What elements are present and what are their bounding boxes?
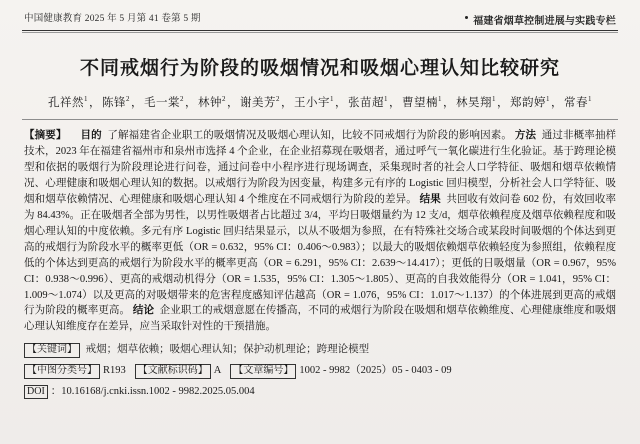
author-affiliation-marker: 1 [492, 95, 496, 104]
clc-segment [24, 364, 126, 379]
abstract-methods-text: 通过非概率抽样技术，2023 年在福建省福州市和泉州市选择 4 个企业，在企业招募现在吸烟者，通过呼气一氧化碳进行生化验证。基于跨理论模型和依据的吸烟行为阶段理论进行问卷，通过问卷中小程序进行现场调查，采集现时者的社会人口学特征、吸烟和烟草依赖情况、心理健康和吸烟心理认知的数据。以戒烟行为阶段为因变量，构建多元有序的 Logistic 回归模型，分析社会人口学特征、吸烟和烟草依赖情况、心理健康和吸烟心理认知 4 个维度在不同戒烟行为阶段的差异。 [24, 130, 617, 205]
abstract-conclusion-text: 企业职工的戒烟意愿在传播高，不同的戒烟行为阶段在吸烟和烟草依赖维度、心理健康维度和吸烟心理认知维度存在差异，应当采取针对性的干预措施。 [24, 305, 617, 333]
author-name: 林昊翔$^1$ [456, 95, 496, 109]
abstract-methods-label: 方法 [514, 130, 537, 141]
author-name: 张苗超$^1$ [348, 95, 388, 109]
author-separator: ， [185, 97, 197, 109]
author-separator: ， [443, 97, 455, 109]
author-affiliation-marker: 1 [588, 95, 592, 104]
keywords-label: 【关键词】 [24, 343, 80, 358]
author-affiliation-marker: 2 [276, 95, 280, 104]
article-id-value: 1002 - 9982（2025）05 - 0403 - 09 [299, 365, 452, 377]
running-head-left: 中国健康教育 2025 年 5 月第 41 卷第 5 期 [24, 14, 201, 24]
author-affiliation-marker: 1 [438, 95, 442, 104]
author-name: 孔祥然$^1$ [48, 95, 88, 109]
author-name: 曹望楠$^1$ [402, 95, 442, 109]
doi-label: DOI [24, 385, 48, 400]
author-separator: ， [281, 97, 293, 109]
abstract-results-text: 共回收有效问卷 602 份，有效回收率为 84.43%。正在吸烟者全部为男性，以男性吸烟者占比超过 3/4，平均日吸烟量约为 12 支/d，烟草依赖程度及烟草依赖程度和吸烟心理认知的中度依赖。多元有序 Logistic 回归结果显示，以从不吸烟为参照，在有特殊社交场合或某段时间吸烟的个体达到更高的戒烟行为阶段水平的概率更低（OR = 0.632，95% CI：0.406～0.983）；以最大的吸烟依赖烟草依赖轻度为参照组，依赖程度低的个体达到更高的戒烟行为阶段水平的概率更高（OR = 6.291，95% CI：2.639～14.417）；更低的日吸烟量（OR = 0.967，95% CI：0.938～0.996）、更高的戒烟动机得分（OR = 1.535，95% CI：1.305～1.805）、更高的自我效能得分（OR = 1.041，95% CI：1.009～1.074）以及更高的对吸烟带来的危害程度感知评估越高（OR = 1.076，95% CI：1.017～1.137）的个体进展到更高的戒烟行为阶段的概率更高。 [24, 193, 617, 317]
author-name: 陈锋$^2$ [102, 95, 130, 109]
author-separator: ， [89, 97, 101, 109]
doi-value: ：10.16168/j.cnki.issn.1002 - 9982.2025.05.004 [50, 385, 255, 397]
author-affiliation-marker: 2 [126, 95, 130, 104]
author-rule [22, 119, 618, 120]
meta-row [22, 362, 618, 379]
column-title: 福建省烟草控制进展与实践专栏 [473, 16, 616, 27]
author-name: 林钟$^2$ [198, 95, 226, 109]
article-id-segment [230, 362, 451, 379]
abstract-label: 【摘要】 [24, 130, 67, 141]
abstract-conclusion-label: 结论 [132, 305, 155, 317]
article-id-label: 【文章编号】 [230, 364, 296, 379]
author-separator: ， [551, 97, 563, 109]
abstract-objective-label: 目的 [80, 130, 102, 141]
author-separator: ， [497, 97, 509, 109]
author-affiliation-marker: 1 [84, 95, 88, 104]
author-affiliation-marker: 2 [222, 95, 226, 104]
author-separator: ， [389, 97, 401, 109]
author-list [22, 94, 618, 110]
header-rule [22, 30, 618, 31]
doc-code-value: A [213, 365, 222, 377]
author-separator: ， [131, 97, 143, 109]
author-name: 常春$^1$ [564, 95, 592, 109]
header-rule-secondary [22, 32, 618, 33]
running-head [22, 10, 618, 30]
author-name: 谢美芳$^2$ [240, 95, 280, 109]
doc-code-label: 【文献标识码】 [135, 364, 211, 379]
author-affiliation-marker: 2 [180, 95, 184, 104]
author-separator: ， [227, 97, 239, 109]
abstract-objective-text: 了解福建省企业职工的吸烟情况及吸烟心理认知，比较不同戒烟行为阶段的影响因素。 [107, 130, 513, 141]
keywords-text: 戒烟；烟草依赖；吸烟心理认知；保护动机理论；跨理论模型 [85, 344, 370, 356]
abstract [22, 128, 618, 335]
author-affiliation-marker: 1 [384, 95, 388, 104]
abstract-results-label: 结果 [419, 193, 441, 205]
running-head-right [465, 12, 616, 27]
author-name: 毛一棠$^2$ [144, 95, 184, 109]
bullet-icon [465, 16, 468, 19]
author-affiliation-marker: 1 [330, 95, 334, 104]
author-separator: ， [335, 97, 347, 109]
author-name: 郑韵婷$^1$ [510, 95, 550, 109]
doc-code-segment [135, 364, 222, 379]
keywords-row [22, 342, 618, 359]
page-title: 不同戒烟行为阶段的吸烟情况和吸烟心理认知比较研究 [79, 58, 560, 79]
author-name: 王小宇$^1$ [294, 95, 334, 109]
clc-value: R193 [103, 365, 126, 377]
clc-label: 【中图分类号】 [24, 364, 100, 379]
doi-row [22, 383, 618, 400]
author-affiliation-marker: 1 [546, 95, 550, 104]
